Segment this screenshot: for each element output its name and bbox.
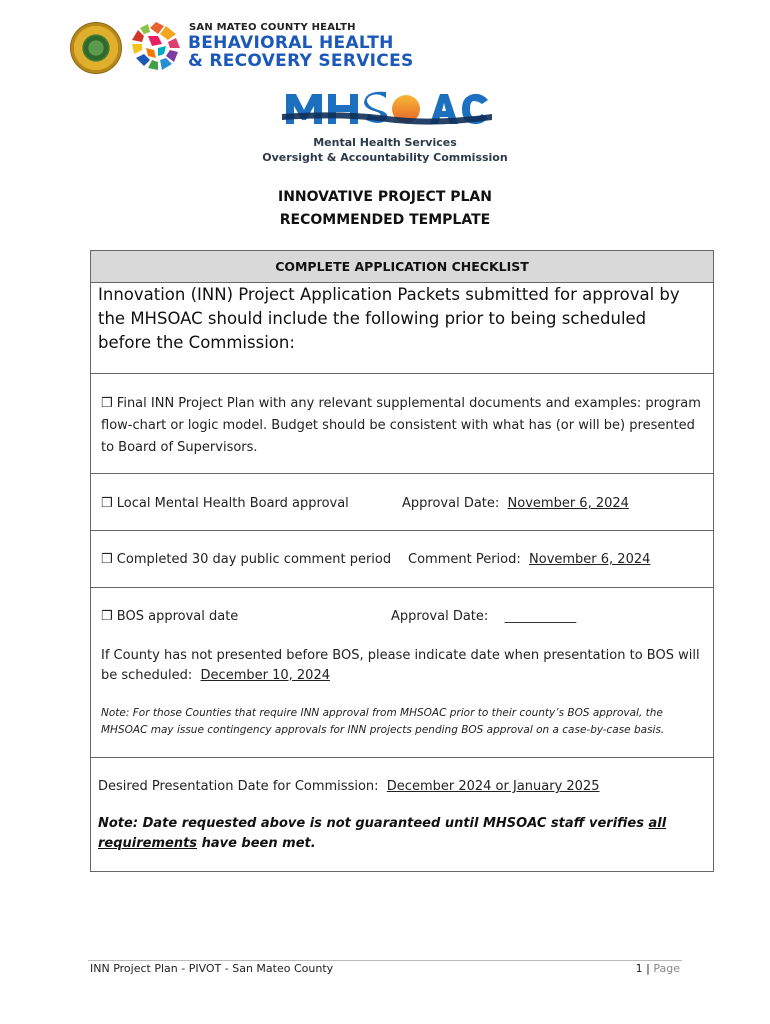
checkbox-icon[interactable]: ❒ — [101, 496, 113, 511]
footer-document-label: INN Project Plan - PIVOT - San Mateo County — [90, 962, 334, 975]
checklist-header: COMPLETE APPLICATION CHECKLIST — [91, 251, 713, 283]
checkbox-icon[interactable]: ❒ — [101, 396, 113, 411]
item-text: Final INN Project Plan with any relevant supplemental documents and examples: program flow-chart or logic model. Budget should be consistent with what has (or will be) presented to Board of Supervisors. — [101, 396, 701, 455]
mhsoac-subtitle-line2: Oversight & Accountability Commission — [262, 151, 508, 164]
footer-page-number: 1 | Page — [635, 962, 680, 975]
checklist-intro: Innovation (INN) Project Application Packets submitted for approval by the MHSOAC should include the following prior to being scheduled before the Commission: — [98, 285, 680, 352]
checkbox-icon[interactable]: ❒ — [101, 552, 113, 567]
bhrs-mosaic-logo — [130, 20, 182, 72]
mh-board-approval-date: Approval Date: November 6, 2024 — [402, 496, 629, 511]
checklist-item-public-comment: ❒ Completed 30 day public comment period — [101, 552, 392, 567]
checklist-item-mh-board: ❒ Local Mental Health Board approval — [101, 496, 349, 511]
county-seal-logo — [70, 22, 122, 74]
footer-divider — [88, 960, 682, 961]
document-title-line1: INNOVATIVE PROJECT PLAN — [278, 189, 492, 205]
county-health-label: SAN MATEO COUNTY HEALTH — [189, 22, 356, 33]
bhrs-title-line1: BEHAVIORAL HEALTH — [188, 33, 394, 53]
document-title-line2: RECOMMENDED TEMPLATE — [279, 212, 491, 228]
bos-schedule-text: If County has not presented before BOS, please indicate date when presentation to BOS will be scheduled: December 10, 2024 — [101, 648, 700, 683]
checkbox-icon[interactable]: ❒ — [101, 609, 113, 624]
comment-period-date: Comment Period: November 6, 2024 — [408, 552, 651, 567]
checklist-item-bos-approval: ❒ BOS approval date — [101, 609, 239, 624]
contingency-note: Note: For those Counties that require INN approval from MHSOAC prior to their county’s BOS approval, the MHSOAC may issue contingency approvals for INN projects pending BOS approval on a case-by-case basis. — [101, 707, 665, 736]
desired-presentation-date: Desired Presentation Date for Commission: December 2024 or January 2025 — [98, 779, 600, 794]
checklist-item-final-plan — [101, 393, 701, 459]
bhrs-title-line2: & RECOVERY SERVICES — [188, 51, 414, 71]
verification-note: Note: Date requested above is not guaranteed until MHSOAC staff verifies all requirements have been met. — [98, 816, 667, 851]
mhsoac-logo — [282, 86, 492, 136]
application-checklist-table — [90, 250, 714, 872]
mhsoac-subtitle-line1: Mental Health Services — [313, 136, 457, 149]
bos-scheduled-date: December 10, 2024 — [200, 668, 330, 683]
bos-approval-date: Approval Date: ___________ — [391, 609, 577, 624]
